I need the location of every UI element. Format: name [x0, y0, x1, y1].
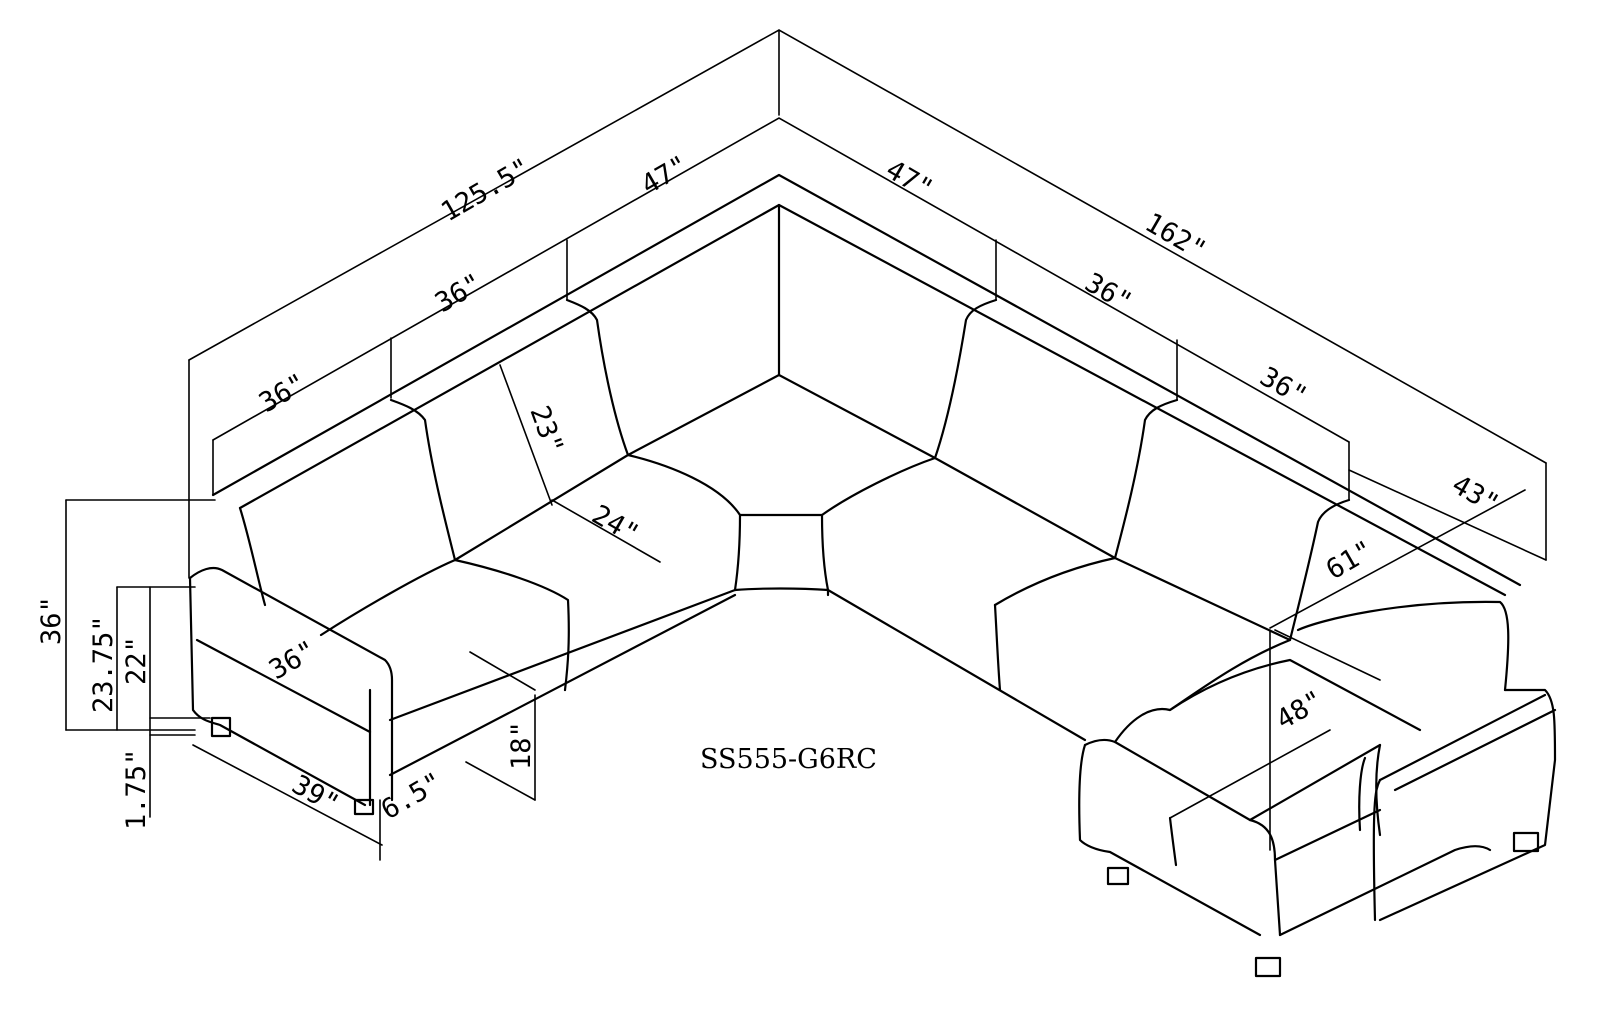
right-arm-top [1298, 602, 1508, 690]
seat-left-1 [321, 560, 569, 690]
base-left-bottom [390, 595, 735, 775]
label-arm-length: 36" [264, 634, 322, 687]
label-seat-depth: 24" [586, 499, 645, 551]
label-arm-height: 23.75" [88, 615, 119, 713]
label-chaise-length: 61" [1321, 534, 1379, 587]
chaise-seat-dim [1275, 630, 1380, 680]
chaise-cushion-top [1115, 660, 1420, 742]
base-left-top [390, 590, 735, 720]
sofa-seats [321, 455, 1290, 710]
label-chaise-width: 43" [1446, 469, 1505, 521]
height-dimensions [66, 365, 1380, 850]
seat-right-1 [822, 458, 1115, 605]
model-number: SS555-G6RC [700, 744, 877, 775]
label-back-height: 23" [523, 401, 570, 459]
label-overall-height: 36" [36, 596, 67, 645]
right-arm-outer [1380, 690, 1555, 920]
cushion-dim-top [470, 652, 535, 690]
label-right-seat-1: 36" [1079, 267, 1138, 319]
left-arm [190, 568, 392, 860]
dimension-labels [36, 150, 1504, 830]
label-corner-right: 47" [880, 154, 939, 206]
seat-right-2 [1115, 558, 1290, 710]
label-arm-width: 6.5" [376, 766, 448, 827]
left-leg-back [212, 718, 230, 736]
back-divider-1 [391, 400, 455, 560]
label-overall-right: 162" [1139, 207, 1212, 267]
chaise-front-top [1085, 740, 1280, 935]
seat-dimension-line [213, 118, 1349, 442]
chaise-width-line [1349, 470, 1546, 560]
label-seat-height: 22" [121, 636, 152, 685]
label-corner-left: 47" [636, 149, 694, 202]
overall-dimension-line [189, 30, 1546, 463]
back-divider-2 [567, 300, 628, 455]
label-overall-left: 125.5" [436, 152, 536, 229]
chaise-leg-2 [1256, 958, 1280, 976]
chaise-leg-3 [1514, 833, 1538, 851]
corner-seat-right [779, 375, 935, 458]
right-arm-top-edge [1380, 695, 1545, 780]
sofa-back [213, 175, 1520, 640]
back-divider-3 [935, 300, 996, 458]
left-arm-outer [190, 578, 365, 805]
label-left-seat-2: 36" [430, 267, 488, 320]
label-chaise-seat: 48" [1271, 684, 1329, 737]
seat-right-1-front [995, 605, 1000, 690]
back-divider-4 [1115, 400, 1177, 558]
dimension-lines [189, 30, 1546, 628]
label-left-seat-1: 36" [254, 367, 312, 420]
seat-corner [735, 515, 828, 590]
right-arm [1298, 602, 1555, 920]
base-right-top [828, 590, 1085, 740]
right-arm-inner-edge [1395, 710, 1555, 790]
chaise-seam [1170, 818, 1176, 865]
label-depth: 39" [286, 769, 345, 821]
label-right-seat-2: 36" [1254, 361, 1313, 413]
chaise-seat-line [1170, 730, 1330, 818]
label-seat-cushion: 18" [506, 721, 537, 770]
chaise-side-line [1275, 810, 1380, 860]
corner-seat-left [628, 375, 779, 455]
chaise-base-bottom [1280, 846, 1490, 935]
chaise-leg-1 [1108, 868, 1128, 884]
label-leg-height: 1.75" [121, 748, 152, 830]
